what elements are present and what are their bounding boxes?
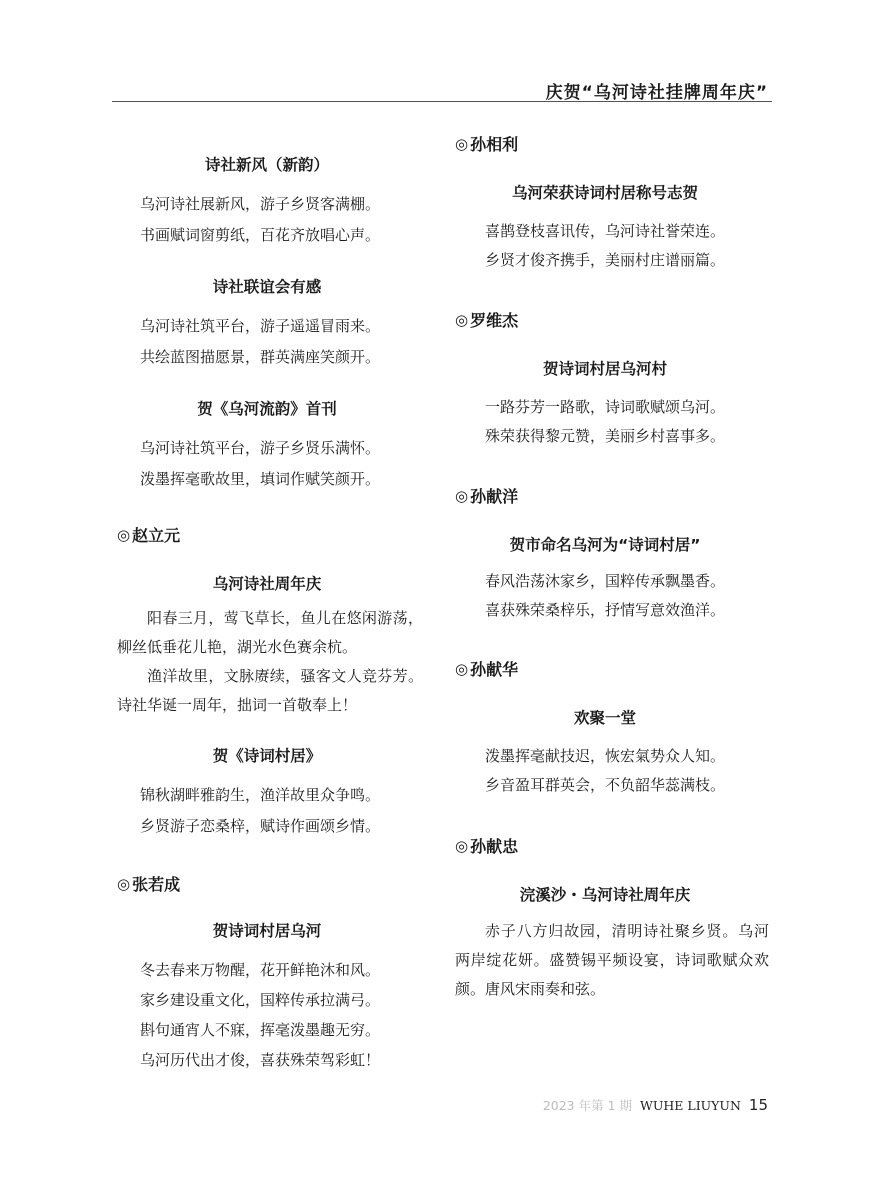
- author-label: 孙献洋: [470, 487, 519, 506]
- magazine-name: WUHE LIUYUN: [640, 1098, 741, 1113]
- poem-paragraph: 赤子八方归故园，清明诗社聚乡贤。乌河两岸绽花妍。盛赞锡平频设宴，诗词歌赋众欢颜。唐风宋雨奏和弦。: [455, 922, 769, 998]
- author-name: [455, 308, 755, 331]
- poem-title: 贺市命名乌河为“诗词村居”: [509, 536, 701, 554]
- circle-mark-icon: ◎: [455, 836, 469, 855]
- poem-body: [485, 393, 755, 451]
- author-name: [455, 484, 755, 507]
- poem-title: 浣溪沙・乌河诗社周年庆: [519, 886, 691, 904]
- author-label: 赵立元: [132, 526, 181, 545]
- poem-line: 喜获殊荣桑梓乐，抒情写意效渔洋。: [485, 601, 726, 619]
- poem-line: 乌河历代出才俊，喜获殊荣驾彩虹！: [140, 1051, 381, 1069]
- poem-line: 斟句通宵人不寐，挥毫泼墨趣无穷。: [140, 1021, 381, 1039]
- poem-line: 乡音盈耳群英会，不负韶华蕊满枝。: [485, 776, 726, 794]
- poem-line: 一路芬芳一路歌，诗词歌赋颂乌河。: [485, 398, 726, 416]
- poem-title: 贺诗词村居乌河: [212, 922, 322, 940]
- poem-line: 泼墨挥毫歌故里，填词作赋笑颜开。: [140, 470, 381, 488]
- poem-line: 乌河诗社筑平台，游子乡贤乐满怀。: [140, 439, 381, 457]
- page-number: 15: [748, 1096, 768, 1114]
- circle-mark-icon: ◎: [455, 310, 469, 329]
- header-divider: [112, 101, 772, 102]
- poem-paragraph: 渔洋故里，文脉赓续，骚客文人竞芬芳。诗社华诞一周年，拙词一首敬奉上！: [117, 667, 423, 714]
- poem-line: 家乡建设重文化，国粹传承拉满弓。: [140, 991, 381, 1009]
- circle-mark-icon: ◎: [455, 486, 469, 505]
- poem-line: 殊荣获得黎元赞，美丽乡村喜事多。: [485, 427, 726, 445]
- author-name: [455, 657, 755, 680]
- poem-paragraph: 阳春三月，莺飞草长，鱼儿在悠闲游荡，柳丝低垂花儿艳，湖光水色赛余杭。: [117, 609, 423, 656]
- poem-line: 乡贤才俊齐携手，美丽村庄谱丽篇。: [485, 251, 726, 269]
- poem-body: [140, 311, 417, 373]
- author-label: 孙相利: [470, 135, 519, 154]
- poem-body: [485, 742, 755, 800]
- poem-line: 冬去春来万物醒，花开鲜艳沐和风。: [140, 961, 381, 979]
- poem-title: 诗社联谊会有感: [212, 278, 322, 296]
- poem-line: 锦秋湖畔雅韵生，渔洋故里众争鸣。: [140, 786, 381, 804]
- page-footer: [543, 1096, 768, 1114]
- poem-title: 贺《乌河流韵》首刊: [197, 400, 337, 418]
- poem-title: 欢聚一堂: [573, 709, 636, 727]
- poem-title: 贺《诗词村居》: [212, 747, 322, 765]
- poem-body: [117, 604, 423, 720]
- author-name: [455, 834, 755, 857]
- poem-title: 乌河诗社周年庆: [212, 575, 322, 593]
- page-header-title: 庆贺“乌河诗社挂牌周年庆”: [545, 83, 768, 103]
- poem-body: [485, 217, 755, 275]
- circle-mark-icon: ◎: [455, 134, 469, 153]
- author-name: [117, 872, 417, 895]
- poem-line: 泼墨挥毫献技迟，恢宏氣势众人知。: [485, 747, 726, 765]
- poem-line: 书画赋词窗剪纸，百花齐放唱心声。: [140, 226, 381, 244]
- poem-title: 贺诗词村居乌河村: [542, 360, 667, 378]
- issue-label: 2023 年第 1 期: [542, 1098, 633, 1113]
- poem-body: [140, 189, 417, 251]
- circle-mark-icon: ◎: [117, 874, 131, 893]
- author-name: [117, 523, 417, 546]
- poem-body: [140, 433, 417, 495]
- poem-title: 诗社新风（新韵）: [204, 156, 329, 174]
- author-name: [455, 132, 755, 155]
- author-label: 张若成: [132, 875, 181, 894]
- poem-line: 春风浩荡沐家乡，国粹传承飘墨香。: [485, 572, 726, 590]
- right-column: [455, 120, 769, 1004]
- poem-title: 乌河荣获诗词村居称号志贺: [511, 184, 698, 202]
- poem-body: [455, 917, 769, 1004]
- author-label: 孙献忠: [470, 837, 519, 856]
- poem-line: 共绘蓝图描愿景，群英满座笑颜开。: [140, 348, 381, 366]
- poem-body: [485, 567, 755, 625]
- author-label: 孙献华: [470, 660, 519, 679]
- circle-mark-icon: ◎: [117, 525, 131, 544]
- poem-body: [140, 955, 417, 1075]
- poem-line: 喜鹊登枝喜讯传，乌河诗社誉荣连。: [485, 222, 726, 240]
- poem-line: 乡贤游子恋桑梓，赋诗作画颂乡情。: [140, 817, 381, 835]
- poem-line: 乌河诗社展新风，游子乡贤客满棚。: [140, 195, 381, 213]
- left-column: [117, 120, 423, 1075]
- poem-line: 乌河诗社筑平台，游子遥遥冒雨来。: [140, 317, 381, 335]
- circle-mark-icon: ◎: [455, 659, 469, 678]
- author-label: 罗维杰: [470, 311, 519, 330]
- poem-body: [140, 780, 417, 842]
